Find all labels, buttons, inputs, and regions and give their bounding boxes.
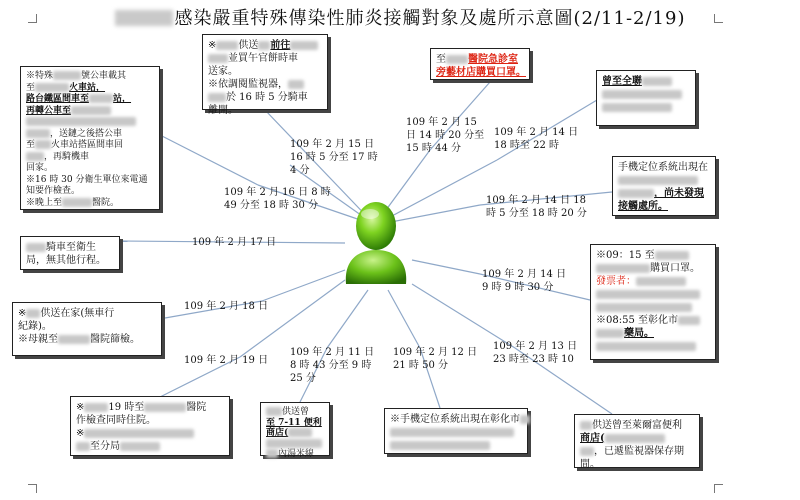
time-label: 109 年 2 月 14 日 18 時 5 分至 18 時 20 分 [486, 195, 587, 219]
contact-box-food-delivery: ※ 供送 前往 並買午官餅時車 送家。 ※依調閱監視器， 於 16 時 5 分騎車 離開。 [202, 34, 328, 110]
time-label: 109 年 2 月 16 日 8 時 49 分至 18 時 30 分 [224, 187, 331, 211]
contact-box-mask-purchase: ※09：15 至 購買口罩。 發票者： ※08:55 至彰化市 藥局。 [590, 244, 716, 360]
connector-line [412, 260, 480, 274]
contact-box-hilife-store: 供送曾至萊爾富便利 商店( ，已遞監視器保存期 間。 [574, 414, 700, 468]
time-label: 109 年 2 月 17 日 [192, 237, 277, 248]
time-label: 109 年 2 月 15 日 14 時 20 分至 15 時 44 分 [406, 117, 485, 154]
contact-box-supermarket: 曾至全聯 [596, 70, 696, 126]
time-label: 109 年 2 月 12 日 21 時 50 分 [393, 347, 478, 371]
connector-line [262, 270, 345, 301]
contact-box-hospital-admission: ※ 19 時至 醫院 作檢查同時住院。 ※ 至分局 [70, 396, 230, 456]
time-label: 109 年 2 月 14 日 9 時 9 時 30 分 [482, 269, 567, 293]
contact-box-home: ※ 供送在家(無車行 紀錄)。 ※母親至 醫院篩檢。 [12, 302, 162, 356]
time-label: 109 年 2 月 14 日 18 時至 22 時 [494, 127, 579, 151]
contact-box-train-bus: ※特殊 號公車載其 至 火車站， 路台鐵區間車至 站， 再轉公車至 ，送鏈之後搭公車 至 火車站搭區間車回 ，再騎機車 回家。 ※16 時 30 分衛生單位來電通 知要作檢查。 ※晚上至 醫院。 [20, 66, 160, 210]
connector-line [327, 290, 368, 348]
contact-box-phone-location: 手機定位系統出現在 ，尚未發現 接觸處所。 [612, 156, 716, 216]
contact-box-hospital-shop: 至 醫院急診室 旁藝材店購買口罩。 [430, 48, 530, 80]
time-label: 109 年 2 月 19 日 [184, 355, 269, 366]
time-label: 109 年 2 月 11 日 8 時 43 分至 9 時 25 分 [290, 347, 375, 384]
time-label: 109 年 2 月 15 日 16 時 5 分至 17 時 4 分 [290, 139, 378, 176]
time-label: 109 年 2 月 13 日 23 時至 23 時 10 [493, 341, 578, 365]
connector-line [160, 135, 258, 185]
time-label: 109 年 2 月 18 日 [184, 301, 269, 312]
user-avatar-icon [340, 196, 412, 288]
contact-box-changhua-location: ※手機定位系統出現在彰化市 [384, 408, 528, 454]
contact-box-health-bureau: 騎車至衛生 局，無其他行程。 [20, 236, 120, 270]
contact-box-convenience-store: 供送曾 至 7-11 便利 商店( 內湯米線 [260, 402, 330, 456]
title-text: 感染嚴重特殊傳染性肺炎接觸對象及處所示意圖(2/11-2/19) [174, 8, 686, 29]
connector-line [388, 290, 420, 348]
